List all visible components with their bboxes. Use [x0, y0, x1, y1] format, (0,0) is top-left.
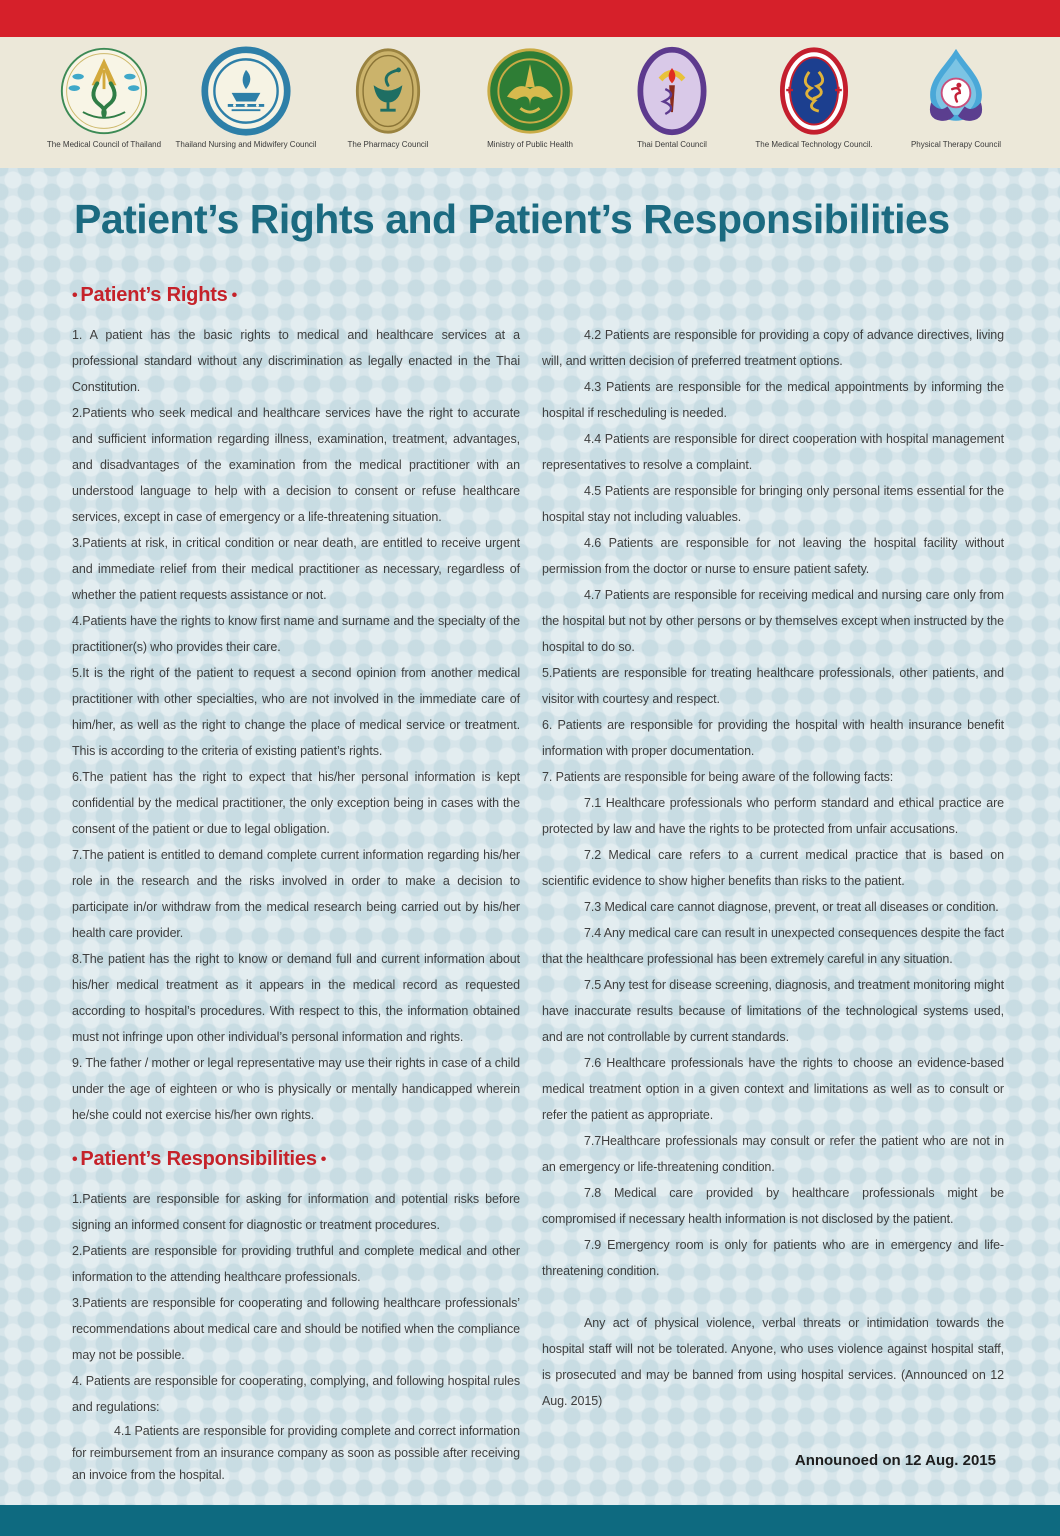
paragraph: 7.1 Healthcare professionals who perform standard and ethical practice are protected by law and have the rights to be protected from unfair accusations. [542, 796, 1004, 836]
logo-caption: Thailand Nursing and Midwifery Council [175, 140, 317, 149]
paragraph: 7.4 Any medical care can result in unexpected consequences despite the fact that the healthcare professional has been extremely careful in any situation. [542, 926, 1004, 966]
bullet-dot: • [320, 1151, 327, 1168]
top-red-bar [0, 0, 1060, 37]
paragraph: 6.The patient has the right to expect that his/her personal information is kept confidential by the medical practitioner, the only exception being in cases with the consent of the patient or due to legal obligation. [72, 770, 520, 836]
responsibilities-heading [72, 1148, 520, 1178]
paragraph: 1. A patient has the basic rights to medical and healthcare services at a professional standard without any discrimination as legally enacted in the Thai Constitution. [72, 328, 520, 394]
logo-nursing-midwifery-council [176, 45, 316, 149]
paragraph: 7.2 Medical care refers to a current medical practice that is based on scientific evidence to show higher benefits than risks to the patient. [542, 848, 1004, 888]
logo-caption: Ministry of Public Health [487, 140, 573, 149]
paragraph: 3.Patients at risk, in critical condition or near death, are entitled to receive urgent and immediate relief from their medical practitioner as necessary, regardless of whether the patient requests assistance or not. [72, 536, 520, 602]
dental-council-seal-icon [626, 45, 718, 137]
right-column [542, 284, 1004, 1486]
bullet-dot: • [72, 287, 78, 304]
content-columns [0, 284, 1060, 1486]
logo-thai-dental-council [602, 45, 742, 149]
paragraph: 7.8 Medical care provided by healthcare professionals might be compromised if necessary health information is not disclosed by the patient. [542, 1186, 1004, 1226]
paragraph: 4.2 Patients are responsible for providing a copy of advance directives, living will, and written decision of preferred treatment options. [542, 328, 1004, 368]
nursing-council-seal-icon [200, 45, 292, 137]
paragraph: 7. Patients are responsible for being aware of the following facts: [542, 770, 894, 784]
paragraph: 4.7 Patients are responsible for receiving medical and nursing care only from the hospital but not by other persons or by themselves except when instructed by the hospital to do so. [542, 588, 1004, 654]
paragraph: 7.6 Healthcare professionals have the rights to choose an evidence-based medical treatment option in a given context and limitations as well as to consult or refer the patient as appropriate. [542, 1056, 1004, 1122]
pharmacy-council-seal-icon [342, 45, 434, 137]
paragraph: 3.Patients are responsible for cooperating and following healthcare professionals’ recommendations about medical care and should be notified when the compliance may not be possible. [72, 1296, 520, 1362]
bullet-dot: • [72, 1151, 78, 1168]
bottom-teal-bar [0, 1505, 1060, 1536]
physical-therapy-seal-icon [910, 45, 1002, 137]
logo-medical-council-thailand [34, 45, 174, 149]
paragraph: 1.Patients are responsible for asking for information and potential risks before signing an informed consent for diagnostic or treatment procedures. [72, 1192, 520, 1232]
page-title: Patient’s Rights and Patient’s Responsibilities [74, 196, 950, 242]
bullet-dot: • [231, 287, 238, 304]
responsibilities-paragraphs-right [542, 322, 1004, 1414]
logo-caption: Physical Therapy Council [910, 140, 1002, 149]
medical-technology-seal-icon [768, 45, 860, 137]
left-column [72, 284, 520, 1486]
paragraph: Any act of physical violence, verbal threats or intimidation towards the hospital staff will not be tolerated. Anyone, who uses violence against hospital staff, is prosecuted and may be banned from using hospital services. (Announced on 12 Aug. 2015) [542, 1316, 1004, 1408]
paragraph: 2.Patients are responsible for providing truthful and complete medical and other information to the attending healthcare professionals. [72, 1244, 520, 1284]
logo-physical-therapy-council [886, 45, 1026, 149]
paragraph: 5.Patients are responsible for treating healthcare professionals, other patients, and visitor with courtesy and respect. [542, 666, 1004, 706]
paragraph: 5.It is the right of the patient to request a second opinion from another medical practitioner with other specialties, who are not involved in the immediate care of him/her, as well as the right to change the place of medical service or treatment. This is according to the criteria of existing patient’s rights. [72, 666, 520, 758]
rights-heading [72, 284, 520, 314]
ministry-public-health-seal-icon [484, 45, 576, 137]
paragraph: 4.3 Patients are responsible for the medical appointments by informing the hospital if rescheduling is needed. [542, 380, 1004, 420]
paragraph: 4.Patients have the rights to know first name and surname and the specialty of the practitioner(s) who provides their care. [72, 614, 520, 654]
logo-caption: Thai Dental Council [637, 140, 707, 149]
announcement-date: Announoed on 12 Aug. 2015 [794, 1452, 996, 1469]
rights-heading-label: Patient’s Rights [80, 284, 228, 306]
paragraph: 7.9 Emergency room is only for patients who are in emergency and life-threatening condition. [542, 1238, 1004, 1278]
paragraph: 7.7Healthcare professionals may consult or refer the patient who are not in an emergency or life-threatening condition. [542, 1134, 1004, 1174]
paragraph: 9. The father / mother or legal representative may use their rights in case of a child under the age of eighteen or who is physically or mentally handicapped wherein he/she could not exercise his/her own rights. [72, 1056, 520, 1122]
paragraph: 6. Patients are responsible for providing the hospital with health insurance benefit information with proper documentation. [542, 718, 1004, 758]
paragraph: 4.1 Patients are responsible for providing complete and correct information for reimbursement from an insurance company as soon as possible after receiving an invoice from the hospital. [72, 1424, 520, 1482]
logo-caption: The Pharmacy Council [347, 140, 429, 149]
medical-council-seal-icon [58, 45, 150, 137]
paragraph: 7.5 Any test for disease screening, diagnosis, and treatment monitoring might have inaccurate results because of limitations of the technological systems used, and are not controllable by current standards. [542, 978, 1004, 1044]
logo-ministry-public-health [460, 45, 600, 149]
logo-pharmacy-council [318, 45, 458, 149]
logo-band [0, 37, 1060, 168]
paragraph: 7.The patient is entitled to demand complete current information regarding his/her role in the research and the risks involved in order to make a decision to participate in/or withdraw from the medical research being carried out by his/her health care provider. [72, 848, 520, 940]
paragraph: 4. Patients are responsible for cooperating, complying, and following hospital rules and regulations: [72, 1374, 520, 1414]
responsibilities-paragraphs-left [72, 1186, 520, 1486]
paragraph: 7.3 Medical care cannot diagnose, prevent, or treat all diseases or condition. [584, 900, 999, 914]
rights-paragraphs [72, 322, 520, 1128]
paragraph: 4.6 Patients are responsible for not leaving the hospital facility without permission from the doctor or nurse to ensure patient safety. [542, 536, 1004, 576]
logo-caption: The Medical Council of Thailand [46, 140, 162, 149]
logo-medical-technology-council [744, 45, 884, 149]
logo-caption: The Medical Technology Council. [755, 140, 873, 149]
paragraph: 2.Patients who seek medical and healthcare services have the right to accurate and sufficient information regarding illness, examination, treatment, advantages, and disadvantages of the examination from the medical practitioner with an understood language to help with a decision to consent or refuse healthcare services, except in case of emergency or a life-threatening situation. [72, 406, 520, 524]
paragraph: 8.The patient has the right to know or demand full and current information about his/her medical treatment as it appears in the medical record as requested according to hospital’s procedures. With respect to this, the information obtained must not infringe upon other individual’s personal information and rights. [72, 952, 520, 1044]
responsibilities-heading-label: Patient’s Responsibilities [80, 1148, 317, 1170]
paragraph: 4.5 Patients are responsible for bringing only personal items essential for the hospital stay not including valuables. [542, 484, 1004, 524]
paragraph: 4.4 Patients are responsible for direct cooperation with hospital management representatives to resolve a complaint. [542, 432, 1004, 472]
